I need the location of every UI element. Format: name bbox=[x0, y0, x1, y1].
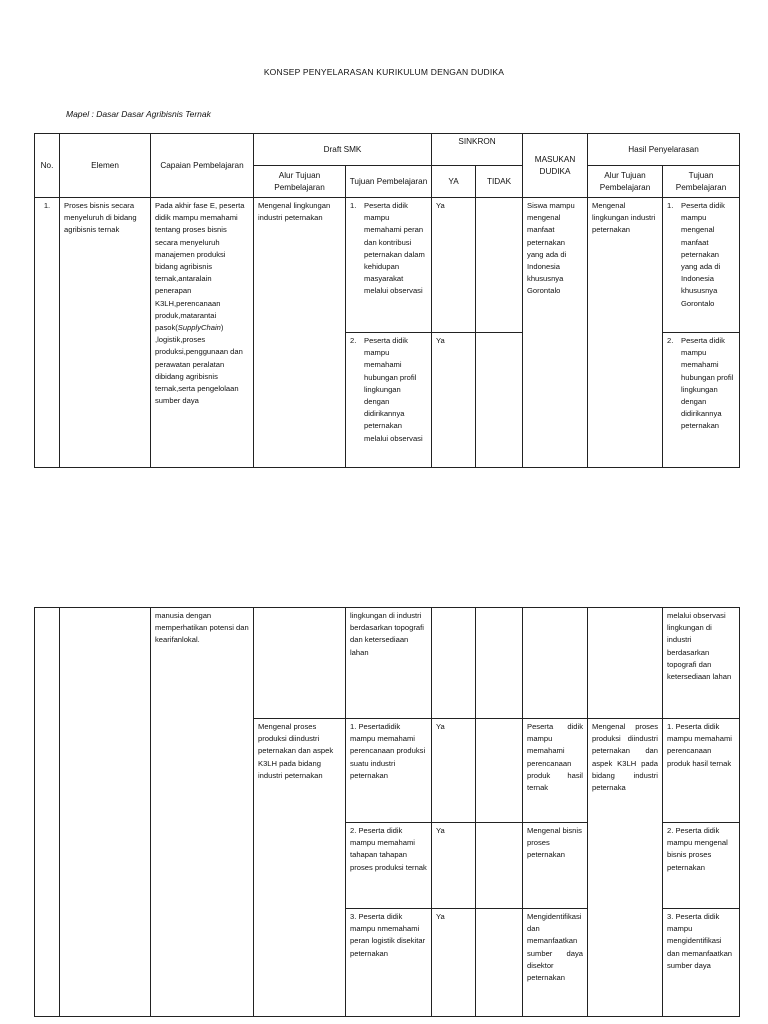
sinkron-ya-1: Ya bbox=[432, 198, 476, 333]
hasil-tujuan-cell-b: 2. Peserta didik mampu mengenal bisnis proses peternakan bbox=[663, 823, 740, 909]
header-tujuan: Tujuan Pembelajaran bbox=[346, 166, 432, 198]
hasil-tujuan-cell-1: 1. Peserta didik mampu mengenal manfaat peternakan yang ada di Indonesia khususnya Gorontalo bbox=[663, 198, 740, 333]
tujuan-cell-cont: lingkungan di industri berdasarkan topografi dan ketersediaan lahan bbox=[346, 608, 432, 719]
tujuan-cell-c: 3. Peserta didik mampu nmemahami peran logistik disekitar peternakan bbox=[346, 909, 432, 1017]
sinkron-tidak-2 bbox=[476, 333, 523, 468]
capaian-cell: Pada akhir fase E, peserta didik mampu memahami tentang proses bisnis secara menyeluruh manajemen produksi bidang agribisnis ternak,antaralain penerapan K3LH,perencanaan produk,matarantai pasok(SupplyChain) ,logistik,proses produksi,penggunaan dan perawatan peralatan dibidang agribisnis ternak,serta pengelolaan sumber daya bbox=[151, 198, 254, 468]
tujuan-cell-a: 1. Pesertadidik mampu memahami perencanaan produksi suatu industri peternakan bbox=[346, 719, 432, 823]
masukan-cell: Siswa mampu mengenal manfaat peternakan yang ada di Indonesia khususnya Gorontalo bbox=[523, 198, 588, 468]
sinkron-ya-b: Ya bbox=[432, 823, 476, 909]
sinkron-tidak-c bbox=[476, 909, 523, 1017]
sinkron-tidak-1 bbox=[476, 198, 523, 333]
header-hasil-alur: Alur Tujuan Pembelajaran bbox=[588, 166, 663, 198]
hasil-alur-cell-cont bbox=[588, 608, 663, 719]
hasil-tujuan-cell-a: 1. Peserta didik mampu memahami perencanaan produk hasil ternak bbox=[663, 719, 740, 823]
subject-line: Mapel : Dasar Dasar Agribisnis Ternak bbox=[66, 109, 211, 119]
row-number: 1. bbox=[35, 198, 60, 468]
sinkron-tidak-a bbox=[476, 719, 523, 823]
header-elemen: Elemen bbox=[60, 134, 151, 198]
sinkron-ya-2: Ya bbox=[432, 333, 476, 468]
header-sinkron: SINKRON bbox=[432, 134, 523, 166]
masukan-cell-b: Mengenal bisnis proses peternakan bbox=[523, 823, 588, 909]
sinkron-ya-c: Ya bbox=[432, 909, 476, 1017]
header-capaian: Capaian Pembelajaran bbox=[151, 134, 254, 198]
capaian-cell-cont: manusia dengan memperhatikan potensi dan kearifanlokal. bbox=[151, 608, 254, 1017]
masukan-cell-c: Mengidentifikasi dan memanfaatkan sumber daya disektor peternakan bbox=[523, 909, 588, 1017]
tujuan-cell-2: 2. Peserta didik mampu memahami hubungan profil lingkungan dengan didirikannya peternakan melalui observasi bbox=[346, 333, 432, 468]
hasil-tujuan-cell-2: 2. Peserta didik mampu memahami hubungan profil lingkungan dengan didirikannya peternakan bbox=[663, 333, 740, 468]
hasil-alur-cell: Mengenal lingkungan industri peternakan bbox=[588, 198, 663, 468]
document-title: KONSEP PENYELARASAN KURIKULUM DENGAN DUDIKA bbox=[263, 67, 505, 77]
alignment-table-page2 bbox=[34, 607, 740, 1017]
header-alur: Alur Tujuan Pembelajaran bbox=[254, 166, 346, 198]
alur-cell: Mengenal lingkungan industri peternakan bbox=[254, 198, 346, 468]
sinkron-ya-a: Ya bbox=[432, 719, 476, 823]
header-masukan: MASUKAN DUDIKA bbox=[523, 134, 588, 198]
elemen-cell: Proses bisnis secara menyeluruh di bidang agribisnis ternak bbox=[60, 198, 151, 468]
alur-cell-cont bbox=[254, 608, 346, 719]
sinkron-ya-cont bbox=[432, 608, 476, 719]
masukan-cell-a: Peserta didik mampu memahami perencanaan produk hasil ternak bbox=[523, 719, 588, 823]
header-hasil: Hasil Penyelarasan bbox=[588, 134, 740, 166]
tujuan-cell-b: 2. Peserta didik mampu memahami tahapan tahapan proses produksi ternak bbox=[346, 823, 432, 909]
hasil-tujuan-cell-c: 3. Peserta didik mampu mengidentifikasi dan memanfaatkan sumber daya bbox=[663, 909, 740, 1017]
alignment-table-page1 bbox=[34, 133, 740, 468]
header-draft-smk: Draft SMK bbox=[254, 134, 432, 166]
tujuan-cell-1: 1. Peserta didik mampu memahami peran dan kontribusi peternakan dalam kehidupan masyarakat melalui observasi bbox=[346, 198, 432, 333]
header-tidak: TIDAK bbox=[476, 166, 523, 198]
sinkron-tidak-b bbox=[476, 823, 523, 909]
header-ya: YA bbox=[432, 166, 476, 198]
elemen-cell-cont bbox=[60, 608, 151, 1017]
no-cell-cont bbox=[35, 608, 60, 1017]
supply-chain-term: SupplyChain bbox=[177, 323, 221, 333]
masukan-cell-cont bbox=[523, 608, 588, 719]
hasil-alur-cell-2: Mengenal proses produksi diindustri peternakan dan aspek K3LH pada bidang industri peternaka bbox=[588, 719, 663, 1017]
hasil-tujuan-cell-cont: melalui observasi lingkungan di industri berdasarkan topografi dan ketersediaan lahan bbox=[663, 608, 740, 719]
header-no: No. bbox=[35, 134, 60, 198]
alur-cell-2: Mengenal proses produksi diindustri peternakan dan aspek K3LH pada bidang industri peternakan bbox=[254, 719, 346, 1017]
sinkron-tidak-cont bbox=[476, 608, 523, 719]
header-hasil-tujuan: Tujuan Pembelajaran bbox=[663, 166, 740, 198]
